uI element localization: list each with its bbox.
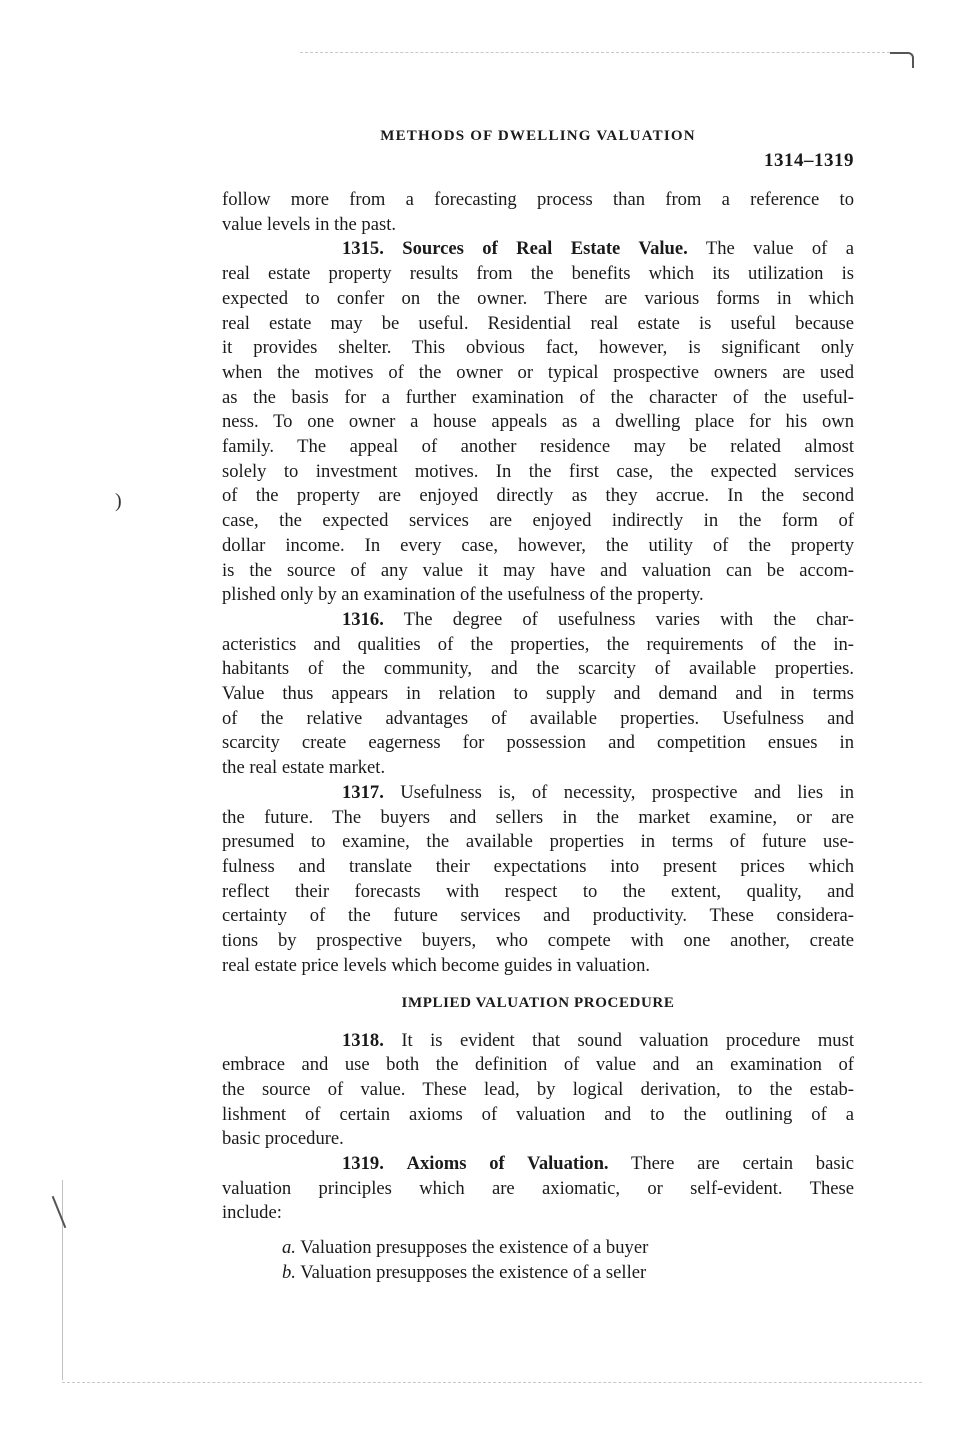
list-item-text: Valuation presupposes the existence of a buyer — [300, 1237, 649, 1259]
section-number: 1319. — [342, 1153, 384, 1175]
margin-pencil-mark-lower — [52, 1196, 67, 1228]
body-line: expected to confer on the owner. There are various forms in which — [222, 287, 854, 309]
scan-edge-top — [300, 52, 910, 53]
body-line: include: — [222, 1202, 282, 1224]
paragraph-1317-start — [222, 781, 854, 806]
paragraph-1319-start — [222, 1152, 854, 1177]
body-line: habitants of the community, and the scarcity of available properties. — [222, 658, 854, 680]
body-line: solely to investment motives. In the first case, the expected services — [222, 460, 854, 482]
paragraph-1318-start — [222, 1029, 854, 1054]
section-number: 1315. — [342, 238, 384, 260]
margin-pencil-mark: ) — [115, 490, 122, 512]
section-number: 1318. — [342, 1029, 384, 1051]
body-line: the future. The buyers and sellers in the market examine, or are — [222, 806, 854, 828]
body-line: follow more from a forecasting process than from a reference to — [222, 189, 854, 210]
body-text: The degree of usefulness varies with the char- — [403, 608, 854, 630]
section-subheading: IMPLIED VALUATION PROCEDURE — [401, 994, 675, 1011]
body-line: fulness and translate their expectations into present prices which — [222, 855, 854, 877]
section-heading: Axioms of Valuation. — [406, 1153, 609, 1175]
body-line: real estate may be useful. Residential real estate is useful because — [222, 312, 854, 334]
section-range: 1314–1319 — [764, 150, 854, 171]
body-line: lishment of certain axioms of valuation and to the outlining of a — [222, 1103, 854, 1125]
paragraph-1315-start — [222, 237, 854, 262]
scan-edge-bottom — [62, 1382, 922, 1383]
list-item — [282, 1236, 854, 1261]
body-line: tions by prospective buyers, who compete with one another, create — [222, 930, 854, 952]
body-line: certainty of the future services and productivity. These considera- — [222, 905, 854, 927]
body-line: the real estate market. — [222, 757, 386, 779]
body-line: real estate price levels which become guides in valuation. — [222, 954, 651, 976]
body-line: valuation principles which are axiomatic, or self-evident. These — [222, 1177, 854, 1199]
body-line: of the property are enjoyed directly as they accrue. In the second — [222, 485, 854, 507]
axiom-list — [222, 1236, 854, 1285]
paragraph-1316-start — [222, 608, 854, 633]
body-line: Value thus appears in relation to supply and demand and in terms — [222, 683, 854, 705]
body-line: ness. To one owner a house appeals as a dwelling place for his own — [222, 411, 854, 433]
list-marker: a. — [282, 1237, 296, 1259]
body-line: basic procedure. — [222, 1128, 344, 1150]
body-line: value levels in the past. — [222, 213, 397, 235]
page-corner-mark — [890, 52, 914, 68]
body-line: plished only by an examination of the usefulness of the property. — [222, 584, 704, 606]
list-item-text: Valuation presupposes the existence of a seller — [300, 1261, 647, 1283]
body-line: scarcity create eagerness for possession and competition ensues in — [222, 732, 854, 754]
body-text: Usefulness is, of necessity, prospective and lies in — [400, 781, 854, 803]
scan-edge-left — [62, 1180, 63, 1380]
body-line: reflect their forecasts with respect to the extent, quality, and — [222, 880, 854, 902]
body-line: it provides shelter. This obvious fact, however, is significant only — [222, 337, 854, 359]
body-line: case, the expected services are enjoyed indirectly in the form of — [222, 510, 854, 532]
page-body — [222, 188, 854, 1286]
body-line: embrace and use both the definition of value and an examination of — [222, 1054, 854, 1076]
body-line: of the relative advantages of available properties. Usefulness and — [222, 707, 854, 729]
body-text: The value of a — [705, 238, 854, 260]
body-line: presumed to examine, the available properties in terms of future use- — [222, 831, 854, 853]
section-heading: Sources of Real Estate Value. — [402, 238, 688, 260]
section-number: 1316. — [342, 608, 384, 630]
body-line: as the basis for a further examination of the character of the useful- — [222, 386, 854, 408]
body-text: It is evident that sound valuation procedure must — [401, 1029, 855, 1051]
body-line: family. The appeal of another residence may be related almost — [222, 436, 854, 458]
body-line: when the motives of the owner or typical prospective owners are used — [222, 361, 854, 383]
body-line: real estate property results from the benefits which its utilization is — [222, 263, 854, 285]
body-line: acteristics and qualities of the properties, the requirements of the in- — [222, 633, 854, 655]
list-marker: b. — [282, 1261, 296, 1283]
body-line: is the source of any value it may have and valuation can be accom- — [222, 559, 854, 581]
body-line: the source of value. These lead, by logical derivation, to the estab- — [222, 1078, 854, 1100]
body-text: There are certain basic — [630, 1153, 855, 1175]
list-item — [282, 1261, 854, 1286]
running-head: METHODS OF DWELLING VALUATION — [380, 128, 696, 144]
body-line: dollar income. In every case, however, the utility of the property — [222, 534, 854, 556]
section-number: 1317. — [342, 781, 384, 803]
